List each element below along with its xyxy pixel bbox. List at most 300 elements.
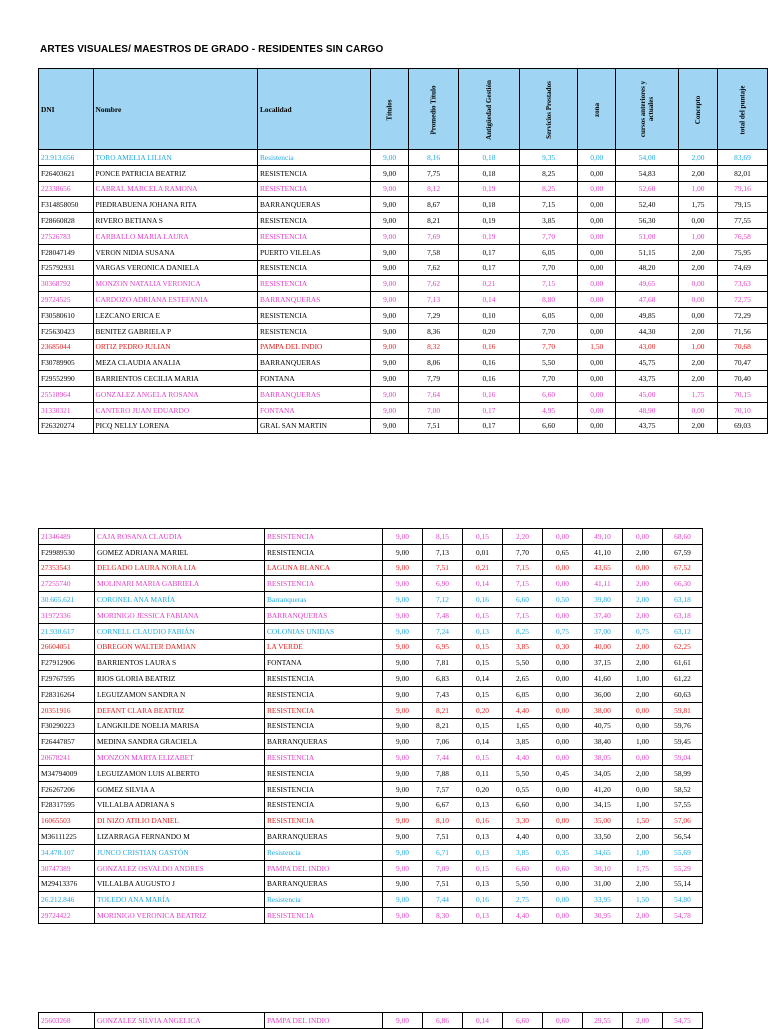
- cursos-cell: 56,30: [616, 213, 679, 229]
- total-cell: 70,15: [717, 386, 767, 402]
- localidad-cell: PAMPA DEL INDIO: [265, 860, 383, 876]
- table-row: [39, 213, 768, 229]
- zona-cell: 0,00: [543, 655, 583, 671]
- total-cell: 61,22: [663, 671, 703, 687]
- servicios-cell: 5,50: [519, 355, 578, 371]
- cursos-cell: 34,05: [583, 765, 623, 781]
- cursos-cell: 36,00: [583, 686, 623, 702]
- dni-cell: 25518964: [39, 386, 94, 402]
- header-nombre: Nombre: [93, 69, 257, 150]
- total-cell: 58,52: [663, 781, 703, 797]
- zona-cell: 0,00: [578, 323, 616, 339]
- antiguedad-cell: 0,10: [459, 307, 520, 323]
- antiguedad-cell: 0,16: [463, 592, 503, 608]
- table-row: [39, 718, 703, 734]
- localidad-cell: PAMPA DEL INDIO: [257, 339, 370, 355]
- promedio-cell: 8,21: [423, 702, 463, 718]
- nombre-cell: MEDINA SANDRA GRACIELA: [95, 734, 265, 750]
- total-cell: 59,81: [663, 702, 703, 718]
- cursos-cell: 48,90: [616, 402, 679, 418]
- servicios-cell: 1,65: [503, 718, 543, 734]
- promedio-cell: 7,51: [423, 829, 463, 845]
- concepto-cell: 0,00: [623, 750, 663, 766]
- antiguedad-cell: 0,20: [463, 781, 503, 797]
- scores-table-3: [38, 1012, 703, 1029]
- titulos-cell: 9,00: [383, 529, 423, 545]
- zona-cell: 0,00: [543, 734, 583, 750]
- zona-cell: 0,00: [543, 671, 583, 687]
- servicios-cell: 8,80: [519, 292, 578, 308]
- cursos-cell: 37,00: [583, 623, 623, 639]
- dni-cell: F30290223: [39, 718, 95, 734]
- table-row: [39, 371, 768, 387]
- titulos-cell: 9,00: [371, 307, 409, 323]
- dni-cell: F25792931: [39, 260, 94, 276]
- titulos-cell: 9,00: [371, 292, 409, 308]
- table-row: [39, 260, 768, 276]
- antiguedad-cell: 0,15: [463, 750, 503, 766]
- titulos-cell: 9,00: [371, 228, 409, 244]
- dni-cell: F30580610: [39, 307, 94, 323]
- total-cell: 69,03: [717, 418, 767, 434]
- dni-cell: F28660828: [39, 213, 94, 229]
- table-row: [39, 702, 703, 718]
- promedio-cell: 7,44: [423, 892, 463, 908]
- antiguedad-cell: 0,14: [463, 576, 503, 592]
- servicios-cell: 4,40: [503, 829, 543, 845]
- header-antiguedad: Antigüedad Gestión: [459, 69, 520, 150]
- promedio-cell: 7,79: [409, 371, 459, 387]
- titulos-cell: 9,00: [383, 876, 423, 892]
- servicios-cell: 4,40: [503, 702, 543, 718]
- titulos-cell: 9,00: [383, 686, 423, 702]
- dni-cell: 27526783: [39, 228, 94, 244]
- header-localidad: Localidad: [257, 69, 370, 150]
- cursos-cell: 30,10: [583, 860, 623, 876]
- servicios-cell: 7,15: [519, 276, 578, 292]
- dni-cell: 25603268: [39, 1013, 95, 1029]
- zona-cell: 0,00: [543, 892, 583, 908]
- localidad-cell: BARRANQUERAS: [257, 292, 370, 308]
- cursos-cell: 45,00: [616, 386, 679, 402]
- promedio-cell: 7,51: [409, 418, 459, 434]
- antiguedad-cell: 0,17: [459, 244, 520, 260]
- table-row: [39, 639, 703, 655]
- localidad-cell: RESISTENCIA: [257, 165, 370, 181]
- localidad-cell: FONTANA: [257, 371, 370, 387]
- nombre-cell: DI NIZO ATILIO DANIEL: [95, 813, 265, 829]
- servicios-cell: 2,75: [503, 892, 543, 908]
- dni-cell: 26604051: [39, 639, 95, 655]
- localidad-cell: BARRANQUERAS: [257, 197, 370, 213]
- zona-cell: 0,00: [578, 244, 616, 260]
- total-cell: 73,63: [717, 276, 767, 292]
- zona-cell: 0,35: [543, 844, 583, 860]
- dni-cell: F25630423: [39, 323, 94, 339]
- concepto-cell: 1,00: [623, 844, 663, 860]
- table-row: [39, 781, 703, 797]
- antiguedad-cell: 0,20: [459, 323, 520, 339]
- table-row: [39, 165, 768, 181]
- servicios-cell: 7,70: [519, 260, 578, 276]
- concepto-cell: 0,00: [623, 702, 663, 718]
- localidad-cell: RESISTENCIA: [257, 228, 370, 244]
- nombre-cell: OBREGON WALTER DAMIAN: [95, 639, 265, 655]
- titulos-cell: 9,00: [383, 750, 423, 766]
- concepto-cell: 2,00: [679, 260, 718, 276]
- servicios-cell: 3,30: [503, 813, 543, 829]
- concepto-cell: 0,75: [623, 623, 663, 639]
- table-row: [39, 892, 703, 908]
- dni-cell: 27255740: [39, 576, 95, 592]
- antiguedad-cell: 0,18: [459, 150, 520, 166]
- promedio-cell: 7,62: [409, 276, 459, 292]
- dni-cell: F314858050: [39, 197, 94, 213]
- titulos-cell: 9,00: [383, 797, 423, 813]
- concepto-cell: 2,00: [623, 1013, 663, 1029]
- total-cell: 57,55: [663, 797, 703, 813]
- nombre-cell: LANGKILDE NOELIA MARISA: [95, 718, 265, 734]
- antiguedad-cell: 0,01: [463, 544, 503, 560]
- nombre-cell: RIVERO BETIANA S: [93, 213, 257, 229]
- concepto-cell: 2,00: [679, 150, 718, 166]
- zona-cell: 0,00: [578, 402, 616, 418]
- nombre-cell: DEFANT CLARA BEATRIZ: [95, 702, 265, 718]
- scores-table-2: [38, 528, 703, 924]
- promedio-cell: 7,64: [409, 386, 459, 402]
- antiguedad-cell: 0,15: [463, 529, 503, 545]
- promedio-cell: 7,88: [423, 765, 463, 781]
- table-row: [39, 355, 768, 371]
- nombre-cell: PICQ NELLY LORENA: [93, 418, 257, 434]
- total-cell: 74,69: [717, 260, 767, 276]
- nombre-cell: CORNELL CLAUDIO FABIÁN: [95, 623, 265, 639]
- localidad-cell: BARRANQUERAS: [257, 355, 370, 371]
- total-cell: 75,95: [717, 244, 767, 260]
- zona-cell: 0,60: [543, 1013, 583, 1029]
- antiguedad-cell: 0,17: [459, 418, 520, 434]
- titulos-cell: 9,00: [383, 671, 423, 687]
- localidad-cell: RESISTENCIA: [257, 307, 370, 323]
- promedio-cell: 8,10: [423, 813, 463, 829]
- titulos-cell: 9,00: [371, 244, 409, 260]
- nombre-cell: TORO AMELIA LILIAN: [93, 150, 257, 166]
- localidad-cell: BARRANQUERAS: [265, 829, 383, 845]
- concepto-cell: 2,00: [623, 544, 663, 560]
- servicios-cell: 7,70: [519, 228, 578, 244]
- antiguedad-cell: 0,15: [463, 607, 503, 623]
- titulos-cell: 9,00: [371, 371, 409, 387]
- titulos-cell: 9,00: [383, 844, 423, 860]
- promedio-cell: 7,09: [423, 860, 463, 876]
- total-cell: 70,68: [717, 339, 767, 355]
- antiguedad-cell: 0,15: [463, 686, 503, 702]
- concepto-cell: 2,00: [623, 655, 663, 671]
- zona-cell: 0,00: [543, 718, 583, 734]
- total-cell: 59,04: [663, 750, 703, 766]
- dni-cell: F28316264: [39, 686, 95, 702]
- zona-cell: 0,00: [578, 228, 616, 244]
- concepto-cell: 2,00: [679, 244, 718, 260]
- nombre-cell: MEZA CLAUDIA ANALIA: [93, 355, 257, 371]
- cursos-cell: 44,30: [616, 323, 679, 339]
- promedio-cell: 7,69: [409, 228, 459, 244]
- concepto-cell: 0,00: [623, 529, 663, 545]
- nombre-cell: CORONEL ANA MARÍA: [95, 592, 265, 608]
- dni-cell: 22338656: [39, 181, 94, 197]
- nombre-cell: JUNCO CRISTIAN GASTÓN: [95, 844, 265, 860]
- cursos-cell: 41,10: [583, 544, 623, 560]
- concepto-cell: 0,00: [623, 560, 663, 576]
- cursos-cell: 34,15: [583, 797, 623, 813]
- dni-cell: F27912906: [39, 655, 95, 671]
- titulos-cell: 9,00: [383, 908, 423, 924]
- nombre-cell: CARBALLO MARIA LAURA: [93, 228, 257, 244]
- titulos-cell: 9,00: [383, 592, 423, 608]
- dni-cell: 20351916: [39, 702, 95, 718]
- concepto-cell: 1,50: [623, 892, 663, 908]
- zona-cell: 0,00: [543, 576, 583, 592]
- table-row: [39, 607, 703, 623]
- total-cell: 77,55: [717, 213, 767, 229]
- header-dni: DNI: [39, 69, 94, 150]
- table-row: [39, 623, 703, 639]
- nombre-cell: PONCE PATRICIA BEATRIZ: [93, 165, 257, 181]
- titulos-cell: 9,00: [383, 829, 423, 845]
- table-row: [39, 418, 768, 434]
- cursos-cell: 38,00: [583, 702, 623, 718]
- total-cell: 83,69: [717, 150, 767, 166]
- zona-cell: 0,00: [543, 702, 583, 718]
- servicios-cell: 7,15: [503, 576, 543, 592]
- concepto-cell: 1,00: [623, 797, 663, 813]
- localidad-cell: FONTANA: [257, 402, 370, 418]
- nombre-cell: VILLALBA ADRIANA S: [95, 797, 265, 813]
- localidad-cell: Barranqueras: [265, 592, 383, 608]
- promedio-cell: 7,51: [423, 560, 463, 576]
- antiguedad-cell: 0,16: [463, 813, 503, 829]
- page-title: ARTES VISUALES/ MAESTROS DE GRADO - RESIDENTES SIN CARGO: [40, 44, 384, 55]
- antiguedad-cell: 0,15: [463, 860, 503, 876]
- nombre-cell: MONZON NATALIA VERONICA: [93, 276, 257, 292]
- servicios-cell: 8,25: [519, 165, 578, 181]
- zona-cell: 0,00: [543, 908, 583, 924]
- dni-cell: 31972336: [39, 607, 95, 623]
- dni-cell: 31330321: [39, 402, 94, 418]
- concepto-cell: 0,00: [623, 718, 663, 734]
- antiguedad-cell: 0,14: [463, 671, 503, 687]
- cursos-cell: 38,40: [583, 734, 623, 750]
- table-row: [39, 560, 703, 576]
- servicios-cell: 3,85: [519, 213, 578, 229]
- localidad-cell: RESISTENCIA: [265, 529, 383, 545]
- promedio-cell: 6,90: [423, 576, 463, 592]
- titulos-cell: 9,00: [383, 560, 423, 576]
- servicios-cell: 6,60: [503, 797, 543, 813]
- table-row: [39, 150, 768, 166]
- localidad-cell: PUERTO VILELAS: [257, 244, 370, 260]
- titulos-cell: 9,00: [383, 655, 423, 671]
- concepto-cell: 1,75: [679, 197, 718, 213]
- zona-cell: 0,00: [543, 750, 583, 766]
- dni-cell: F28317595: [39, 797, 95, 813]
- localidad-cell: GRAL SAN MARTIN: [257, 418, 370, 434]
- titulos-cell: 9,00: [371, 339, 409, 355]
- cursos-cell: 47,68: [616, 292, 679, 308]
- nombre-cell: BARRIENTOS LAURA S: [95, 655, 265, 671]
- localidad-cell: BARRANQUERAS: [257, 386, 370, 402]
- concepto-cell: 0,00: [679, 276, 718, 292]
- antiguedad-cell: 0,16: [459, 355, 520, 371]
- servicios-cell: 7,70: [519, 371, 578, 387]
- dni-cell: 21.930.617: [39, 623, 95, 639]
- localidad-cell: Resistencia: [257, 150, 370, 166]
- dni-cell: F30789905: [39, 355, 94, 371]
- localidad-cell: RESISTENCIA: [265, 813, 383, 829]
- nombre-cell: CARDOZO ADRIANA ESTEFANIA: [93, 292, 257, 308]
- titulos-cell: 9,00: [383, 734, 423, 750]
- cursos-cell: 51,00: [616, 228, 679, 244]
- promedio-cell: 7,48: [423, 607, 463, 623]
- nombre-cell: MORINIGO JESSICA FABIANA: [95, 607, 265, 623]
- dni-cell: M34794009: [39, 765, 95, 781]
- cursos-cell: 45,75: [616, 355, 679, 371]
- nombre-cell: RIOS GLORIA BEATRIZ: [95, 671, 265, 687]
- cursos-cell: 49,65: [616, 276, 679, 292]
- cursos-cell: 43,75: [616, 418, 679, 434]
- zona-cell: 0,00: [578, 307, 616, 323]
- titulos-cell: 9,00: [371, 323, 409, 339]
- titulos-cell: 9,00: [383, 576, 423, 592]
- table-row: [39, 276, 768, 292]
- localidad-cell: RESISTENCIA: [265, 908, 383, 924]
- antiguedad-cell: 0,16: [459, 386, 520, 402]
- zona-cell: 0,00: [578, 181, 616, 197]
- nombre-cell: BENITEZ GABRIELA P: [93, 323, 257, 339]
- servicios-cell: 4,40: [503, 908, 543, 924]
- table-row: [39, 386, 768, 402]
- localidad-cell: RESISTENCIA: [265, 781, 383, 797]
- concepto-cell: 2,00: [623, 592, 663, 608]
- table-row: [39, 544, 703, 560]
- total-cell: 55,29: [663, 860, 703, 876]
- table-row: [39, 686, 703, 702]
- dni-cell: 30747389: [39, 860, 95, 876]
- cursos-cell: 43,00: [616, 339, 679, 355]
- concepto-cell: 2,00: [679, 355, 718, 371]
- total-cell: 67,52: [663, 560, 703, 576]
- titulos-cell: 9,00: [371, 150, 409, 166]
- concepto-cell: 2,00: [679, 165, 718, 181]
- dni-cell: 16065503: [39, 813, 95, 829]
- header-servicios: Servicios Prestados: [519, 69, 578, 150]
- total-cell: 71,56: [717, 323, 767, 339]
- nombre-cell: VARGAS VERONICA DANIELA: [93, 260, 257, 276]
- zona-cell: 0,00: [543, 829, 583, 845]
- titulos-cell: 9,00: [383, 702, 423, 718]
- titulos-cell: 9,00: [383, 718, 423, 734]
- localidad-cell: RESISTENCIA: [265, 750, 383, 766]
- titulos-cell: 9,00: [383, 639, 423, 655]
- concepto-cell: 0,00: [679, 402, 718, 418]
- titulos-cell: 9,00: [383, 544, 423, 560]
- promedio-cell: 6,95: [423, 639, 463, 655]
- header-cursos: cursos anteriores y actuales: [616, 69, 679, 150]
- table-row: [39, 292, 768, 308]
- header-promedio: Promedio Título: [409, 69, 459, 150]
- dni-cell: F26320274: [39, 418, 94, 434]
- total-cell: 63,12: [663, 623, 703, 639]
- promedio-cell: 7,51: [423, 876, 463, 892]
- cursos-cell: 49,10: [583, 529, 623, 545]
- titulos-cell: 9,00: [383, 860, 423, 876]
- nombre-cell: GONZALEZ ANGELA ROSANA: [93, 386, 257, 402]
- cursos-cell: 49,85: [616, 307, 679, 323]
- cursos-cell: 54,00: [616, 150, 679, 166]
- servicios-cell: 6,05: [519, 307, 578, 323]
- localidad-cell: RESISTENCIA: [265, 797, 383, 813]
- total-cell: 70,10: [717, 402, 767, 418]
- zona-cell: 0,00: [578, 355, 616, 371]
- concepto-cell: 0,00: [679, 307, 718, 323]
- servicios-cell: 6,05: [503, 686, 543, 702]
- localidad-cell: Resistencia: [265, 892, 383, 908]
- servicios-cell: 9,35: [519, 150, 578, 166]
- zona-cell: 0,00: [543, 813, 583, 829]
- localidad-cell: BARRANQUERAS: [265, 876, 383, 892]
- promedio-cell: 7,58: [409, 244, 459, 260]
- antiguedad-cell: 0,16: [459, 339, 520, 355]
- antiguedad-cell: 0,17: [459, 402, 520, 418]
- titulos-cell: 9,00: [371, 181, 409, 197]
- antiguedad-cell: 0,15: [463, 639, 503, 655]
- servicios-cell: 4,95: [519, 402, 578, 418]
- antiguedad-cell: 0,15: [463, 655, 503, 671]
- antiguedad-cell: 0,14: [463, 1013, 503, 1029]
- promedio-cell: 7,13: [423, 544, 463, 560]
- nombre-cell: LEGUIZAMON LUIS ALBERTO: [95, 765, 265, 781]
- dni-cell: F26267206: [39, 781, 95, 797]
- zona-cell: 0,00: [578, 197, 616, 213]
- cursos-cell: 31,00: [583, 876, 623, 892]
- servicios-cell: 6,60: [503, 592, 543, 608]
- servicios-cell: 6,05: [519, 244, 578, 260]
- cursos-cell: 29,55: [583, 1013, 623, 1029]
- promedio-cell: 8,21: [423, 718, 463, 734]
- concepto-cell: 2,00: [679, 418, 718, 434]
- servicios-cell: 7,15: [503, 607, 543, 623]
- promedio-cell: 7,43: [423, 686, 463, 702]
- zona-cell: 0,00: [543, 607, 583, 623]
- dni-cell: 29724525: [39, 292, 94, 308]
- promedio-cell: 6,71: [423, 844, 463, 860]
- localidad-cell: RESISTENCIA: [257, 213, 370, 229]
- promedio-cell: 8,32: [409, 339, 459, 355]
- nombre-cell: MONZON MARTA ELIZABET: [95, 750, 265, 766]
- servicios-cell: 3,85: [503, 844, 543, 860]
- nombre-cell: CAJA ROSANA CLAUDIA: [95, 529, 265, 545]
- antiguedad-cell: 0,11: [463, 765, 503, 781]
- table-row: [39, 339, 768, 355]
- concepto-cell: 0,00: [679, 292, 718, 308]
- nombre-cell: VERON NIDIA SUSANA: [93, 244, 257, 260]
- dni-cell: F29767595: [39, 671, 95, 687]
- table-row: [39, 813, 703, 829]
- nombre-cell: MOLINARI MARIA GABRIELA: [95, 576, 265, 592]
- nombre-cell: CANTERO JUAN EDUARDO: [93, 402, 257, 418]
- antiguedad-cell: 0,19: [459, 228, 520, 244]
- servicios-cell: 7,15: [503, 560, 543, 576]
